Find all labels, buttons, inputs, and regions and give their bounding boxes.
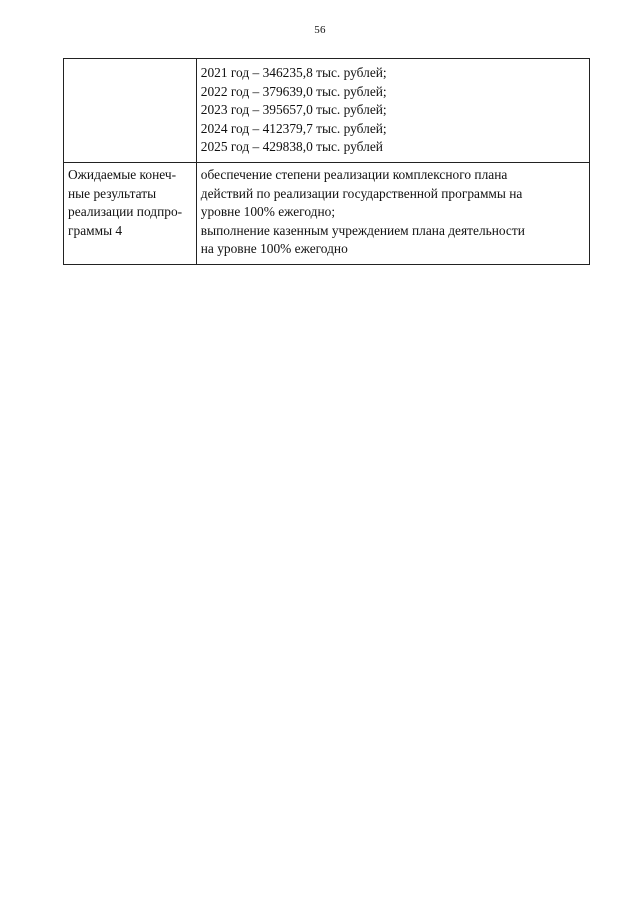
funding-by-year-cell xyxy=(196,59,589,163)
funding-line-2022: 2022 год – 379639,0 тыс. рублей; xyxy=(200,83,387,99)
label-line: реализации подпро- xyxy=(68,204,183,220)
row-label-cell xyxy=(64,59,197,163)
funding-line-2025: 2025 год – 429838,0 тыс. рублей xyxy=(200,139,383,155)
table-row xyxy=(64,59,590,163)
label-line: граммы 4 xyxy=(68,222,123,238)
label-line: Ожидаемые конеч- xyxy=(68,166,177,182)
expected-results-value-cell xyxy=(196,162,589,264)
program-table xyxy=(63,58,590,265)
page-number: 56 xyxy=(314,24,326,36)
funding-line-2024: 2024 год – 412379,7 тыс. рублей; xyxy=(200,120,387,136)
result-line: на уровне 100% ежегодно xyxy=(200,241,348,257)
funding-line-2021: 2021 год – 346235,8 тыс. рублей; xyxy=(200,65,387,80)
result-line: действий по реализации государственной программы на xyxy=(200,185,523,201)
label-line: ные результаты xyxy=(68,185,157,201)
funding-line-2023: 2023 год – 395657,0 тыс. рублей; xyxy=(200,102,387,118)
table-row xyxy=(64,162,590,264)
result-line: обеспечение степени реализации комплексного плана xyxy=(200,166,508,182)
expected-results-label-cell xyxy=(64,162,197,264)
result-line: уровне 100% ежегодно; xyxy=(200,204,336,220)
result-line: выполнение казенным учреждением плана деятельности xyxy=(200,222,525,238)
